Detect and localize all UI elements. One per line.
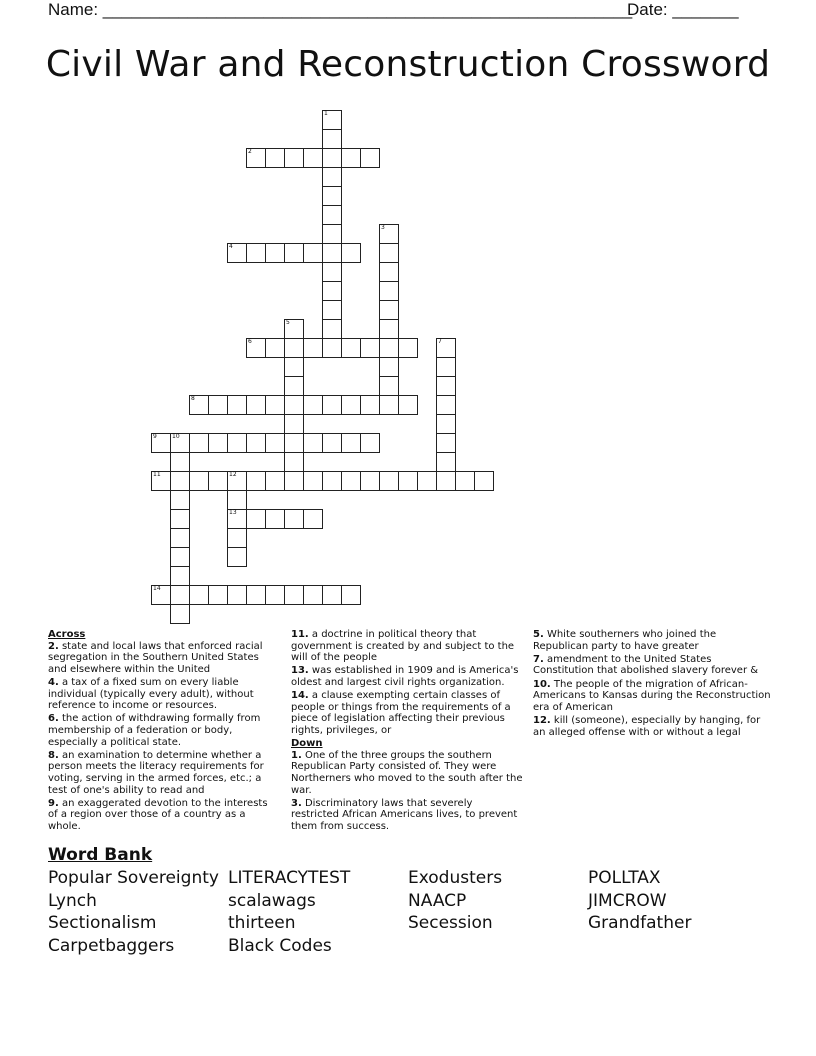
crossword-cell[interactable]	[379, 281, 399, 301]
across-clue	[291, 665, 523, 688]
crossword-cell[interactable]	[170, 604, 190, 624]
crossword-cell[interactable]	[322, 110, 342, 130]
crossword-cell[interactable]	[265, 338, 285, 358]
clue-text: the action of withdrawing formally from membership of a federation or body, especially a political state.	[48, 713, 261, 748]
word-bank-item: Grandfather	[588, 913, 692, 933]
crossword-cell[interactable]	[379, 471, 399, 491]
crossword-cell[interactable]	[303, 148, 323, 168]
crossword-cell[interactable]	[208, 471, 228, 491]
clue-number: 13	[229, 509, 237, 516]
crossword-cell[interactable]	[322, 129, 342, 149]
clue-number: 3	[381, 224, 385, 231]
crossword-cell[interactable]	[227, 509, 247, 529]
crossword-cell[interactable]	[284, 338, 304, 358]
clue-number: 9	[153, 433, 157, 440]
down-clue	[291, 750, 523, 796]
clues-column-1	[48, 629, 280, 834]
clue-text: One of the three groups the southern Republican Party consisted of. They were Northerners who moved to the south after the war.	[291, 749, 523, 796]
word-bank-item: JIMCROW	[588, 891, 667, 911]
crossword-cell[interactable]	[284, 414, 304, 434]
crossword-cell[interactable]	[379, 357, 399, 377]
clue-number: 5	[286, 319, 290, 326]
word-bank-item: NAACP	[408, 891, 467, 911]
crossword-cell[interactable]	[265, 585, 285, 605]
crossword-cell[interactable]	[379, 262, 399, 282]
down-clue-list-continued	[533, 629, 773, 738]
crossword-cell[interactable]	[379, 338, 399, 358]
crossword-cell[interactable]	[170, 585, 190, 605]
crossword-cell[interactable]	[265, 148, 285, 168]
crossword-cell[interactable]	[208, 433, 228, 453]
clue-number: 14	[153, 585, 161, 592]
clue-number-label: 11.	[291, 629, 309, 640]
crossword-cell[interactable]	[398, 338, 418, 358]
crossword-cell[interactable]	[303, 338, 323, 358]
page-title: Civil War and Reconstruction Crossword	[45, 44, 771, 85]
crossword-cell[interactable]	[436, 414, 456, 434]
crossword-cell[interactable]	[227, 528, 247, 548]
crossword-cell[interactable]	[360, 471, 380, 491]
clue-number-label: 1.	[291, 749, 302, 761]
crossword-cell[interactable]	[303, 471, 323, 491]
crossword-cell[interactable]	[151, 433, 171, 453]
clue-number: 4	[229, 243, 233, 250]
crossword-cell[interactable]	[208, 585, 228, 605]
clue-number-label: 14.	[291, 690, 309, 702]
crossword-cell[interactable]	[284, 243, 304, 263]
clue-text: an exaggerated devotion to the interests of a region over those of a country as a whole.	[48, 797, 268, 832]
word-bank-item: Popular Sovereignty	[48, 868, 219, 888]
crossword-cell[interactable]	[284, 471, 304, 491]
down-clue	[533, 715, 773, 738]
across-clue	[48, 677, 280, 712]
across-clue	[48, 750, 280, 796]
clue-number: 7	[438, 338, 442, 345]
crossword-cell[interactable]	[322, 471, 342, 491]
crossword-cell[interactable]	[189, 433, 209, 453]
crossword-cell[interactable]	[170, 547, 190, 567]
down-header: Down	[291, 738, 323, 750]
crossword-cell[interactable]	[208, 395, 228, 415]
crossword-cell[interactable]	[170, 471, 190, 491]
crossword-cell[interactable]	[398, 471, 418, 491]
word-bank-item: Secession	[408, 913, 493, 933]
word-bank-item: LITERACYTEST	[228, 868, 351, 888]
crossword-cell[interactable]	[436, 357, 456, 377]
crossword-cell[interactable]	[170, 433, 190, 453]
crossword-cell[interactable]	[322, 167, 342, 187]
word-bank-item: thirteen	[228, 913, 296, 933]
crossword-cell[interactable]	[284, 148, 304, 168]
crossword-cell[interactable]	[322, 319, 342, 339]
clue-number-label: 4.	[48, 676, 59, 688]
word-bank-item: Carpetbaggers	[48, 936, 175, 956]
crossword-cell[interactable]	[246, 243, 266, 263]
clues-column-3	[533, 629, 773, 740]
crossword-cell[interactable]	[341, 338, 361, 358]
clue-text: a doctrine in political theory that government is created by and subject to the will of the people	[291, 629, 515, 664]
crossword-cell[interactable]	[265, 395, 285, 415]
crossword-cell[interactable]	[227, 433, 247, 453]
clue-number-label: 2.	[48, 640, 59, 652]
crossword-cell[interactable]	[322, 205, 342, 225]
crossword-cell[interactable]	[436, 433, 456, 453]
crossword-cell[interactable]	[227, 243, 247, 263]
crossword-cell[interactable]	[170, 452, 190, 472]
crossword-cell[interactable]	[265, 433, 285, 453]
crossword-cell[interactable]	[246, 395, 266, 415]
crossword-cell[interactable]	[227, 490, 247, 510]
crossword-cell[interactable]	[341, 243, 361, 263]
clue-number: 6	[248, 338, 252, 345]
crossword-cell[interactable]	[379, 243, 399, 263]
crossword-cell[interactable]	[322, 281, 342, 301]
crossword-cell[interactable]	[303, 395, 323, 415]
crossword-cell[interactable]	[303, 509, 323, 529]
crossword-cell[interactable]	[265, 509, 285, 529]
clue-text: The people of the migration of African-Americans to Kansas during the Reconstruction era of American	[533, 678, 771, 713]
clues-column-2	[291, 629, 523, 834]
clue-number-label: 10.	[533, 678, 551, 690]
crossword-cell[interactable]	[436, 471, 456, 491]
clue-number: 2	[248, 148, 252, 155]
across-clue	[48, 713, 280, 748]
crossword-cell[interactable]	[246, 338, 266, 358]
crossword-cell[interactable]	[436, 395, 456, 415]
crossword-cell[interactable]	[436, 452, 456, 472]
clue-text: Discriminatory laws that severely restricted African Americans lives, to prevent them from success.	[291, 797, 518, 832]
crossword-cell[interactable]	[170, 566, 190, 586]
crossword-cell[interactable]	[379, 395, 399, 415]
crossword-cell[interactable]	[265, 471, 285, 491]
across-clue	[48, 798, 280, 833]
crossword-cell[interactable]	[379, 376, 399, 396]
crossword-cell[interactable]	[227, 471, 247, 491]
crossword-cell[interactable]	[379, 319, 399, 339]
crossword-cell[interactable]	[474, 471, 494, 491]
crossword-cell[interactable]	[360, 338, 380, 358]
crossword-cell[interactable]	[341, 395, 361, 415]
crossword-cell[interactable]	[322, 395, 342, 415]
crossword-cell[interactable]	[151, 471, 171, 491]
crossword-cell[interactable]	[303, 433, 323, 453]
crossword-cell[interactable]	[284, 357, 304, 377]
clue-text: a tax of a fixed sum on every liable individual (typically every adult), without reference to income or resources.	[48, 676, 254, 712]
down-clue	[533, 654, 773, 677]
across-clue	[48, 641, 280, 676]
crossword-cell[interactable]	[246, 509, 266, 529]
crossword-cell[interactable]	[170, 528, 190, 548]
crossword-cell[interactable]	[265, 243, 285, 263]
crossword-cell[interactable]	[284, 376, 304, 396]
crossword-cell[interactable]	[303, 243, 323, 263]
crossword-cell[interactable]	[322, 338, 342, 358]
clue-number: 11	[153, 471, 161, 478]
crossword-cell[interactable]	[379, 300, 399, 320]
word-bank-item: Exodusters	[408, 868, 503, 888]
clue-text: White southerners who joined the Republican party to have greater	[533, 629, 717, 652]
crossword-cell[interactable]	[322, 300, 342, 320]
clue-number: 8	[191, 395, 195, 402]
clue-text: a clause exempting certain classes of people or things from the requirements of a piece of legislation affecting their previous rights, privileges, or	[291, 690, 511, 736]
crossword-cell[interactable]	[341, 433, 361, 453]
down-clue	[533, 679, 773, 714]
crossword-cell[interactable]	[322, 433, 342, 453]
clue-text: amendment to the United States Constitution that abolished slavery forever &	[533, 653, 759, 677]
crossword-cell[interactable]	[227, 395, 247, 415]
crossword-cell[interactable]	[303, 585, 323, 605]
crossword-cell[interactable]	[379, 224, 399, 244]
clue-number-label: 12.	[533, 714, 551, 726]
crossword-cell[interactable]	[246, 148, 266, 168]
word-bank-item: Lynch	[48, 891, 97, 911]
clue-number: 10	[172, 433, 180, 440]
word-bank-item: Black Codes	[228, 936, 332, 956]
clue-text: was established in 1909 and is America's oldest and largest civil rights organization.	[291, 665, 519, 688]
clue-number-label: 3.	[291, 797, 302, 809]
clue-number-label: 5.	[533, 629, 544, 640]
clue-number-label: 6.	[48, 713, 59, 725]
clue-number: 1	[324, 110, 328, 117]
crossword-cell[interactable]	[284, 509, 304, 529]
clue-number: 12	[229, 471, 237, 478]
crossword-cell[interactable]	[341, 471, 361, 491]
crossword-cell[interactable]	[322, 585, 342, 605]
crossword-cell[interactable]	[189, 395, 209, 415]
crossword-cell[interactable]	[360, 148, 380, 168]
clue-text: kill (someone), especially by hanging, for an alleged offense with or without a legal	[533, 714, 761, 738]
clue-number-label: 13.	[291, 665, 309, 677]
crossword-cell[interactable]	[417, 471, 437, 491]
down-clue	[291, 798, 523, 833]
across-clue-list-continued	[291, 629, 523, 737]
clue-text: state and local laws that enforced racial segregation in the Southern United States and elsewhere within the United	[48, 640, 263, 675]
crossword-cell[interactable]	[284, 319, 304, 339]
word-bank-item: scalawags	[228, 891, 316, 911]
across-header: Across	[48, 629, 86, 640]
crossword-cell[interactable]	[151, 585, 171, 605]
crossword-cell[interactable]	[322, 186, 342, 206]
clue-number-label: 9.	[48, 797, 59, 809]
across-clue-list	[48, 641, 280, 833]
crossword-cell[interactable]	[322, 224, 342, 244]
crossword-cell[interactable]	[189, 585, 209, 605]
across-clue	[291, 690, 523, 736]
crossword-cell[interactable]	[284, 452, 304, 472]
clue-number-label: 8.	[48, 749, 59, 761]
crossword-cell[interactable]	[322, 243, 342, 263]
crossword-cell[interactable]	[170, 490, 190, 510]
date-field-label: Date: _______	[627, 0, 739, 19]
crossword-cell[interactable]	[341, 148, 361, 168]
crossword-cell[interactable]	[246, 585, 266, 605]
clue-number-label: 7.	[533, 653, 544, 665]
down-clue-list	[291, 750, 523, 833]
word-bank-item: Sectionalism	[48, 913, 157, 933]
crossword-cell[interactable]	[360, 395, 380, 415]
crossword-cell[interactable]	[322, 148, 342, 168]
crossword-cell[interactable]	[436, 376, 456, 396]
clue-text: an examination to determine whether a person meets the literacy requirements for voting, serving in the armed forces, etc.; a test of one's ability to read and	[48, 749, 264, 796]
down-clue	[533, 629, 773, 652]
crossword-cell[interactable]	[341, 585, 361, 605]
word-bank-title: Word Bank	[48, 845, 153, 865]
crossword-cell[interactable]	[170, 509, 190, 529]
crossword-cell[interactable]	[455, 471, 475, 491]
across-clue	[291, 629, 523, 664]
crossword-cell[interactable]	[227, 547, 247, 567]
crossword-cell[interactable]	[322, 262, 342, 282]
crossword-cell[interactable]	[227, 585, 247, 605]
word-bank-item: POLLTAX	[588, 868, 661, 888]
crossword-cell[interactable]	[189, 471, 209, 491]
crossword-cell[interactable]	[360, 433, 380, 453]
crossword-cell[interactable]	[284, 395, 304, 415]
crossword-cell[interactable]	[246, 471, 266, 491]
crossword-cell[interactable]	[436, 338, 456, 358]
name-field-label: Name: ________________________________________________________	[48, 0, 633, 19]
crossword-cell[interactable]	[284, 433, 304, 453]
crossword-cell[interactable]	[246, 433, 266, 453]
crossword-cell[interactable]	[398, 395, 418, 415]
crossword-cell[interactable]	[284, 585, 304, 605]
